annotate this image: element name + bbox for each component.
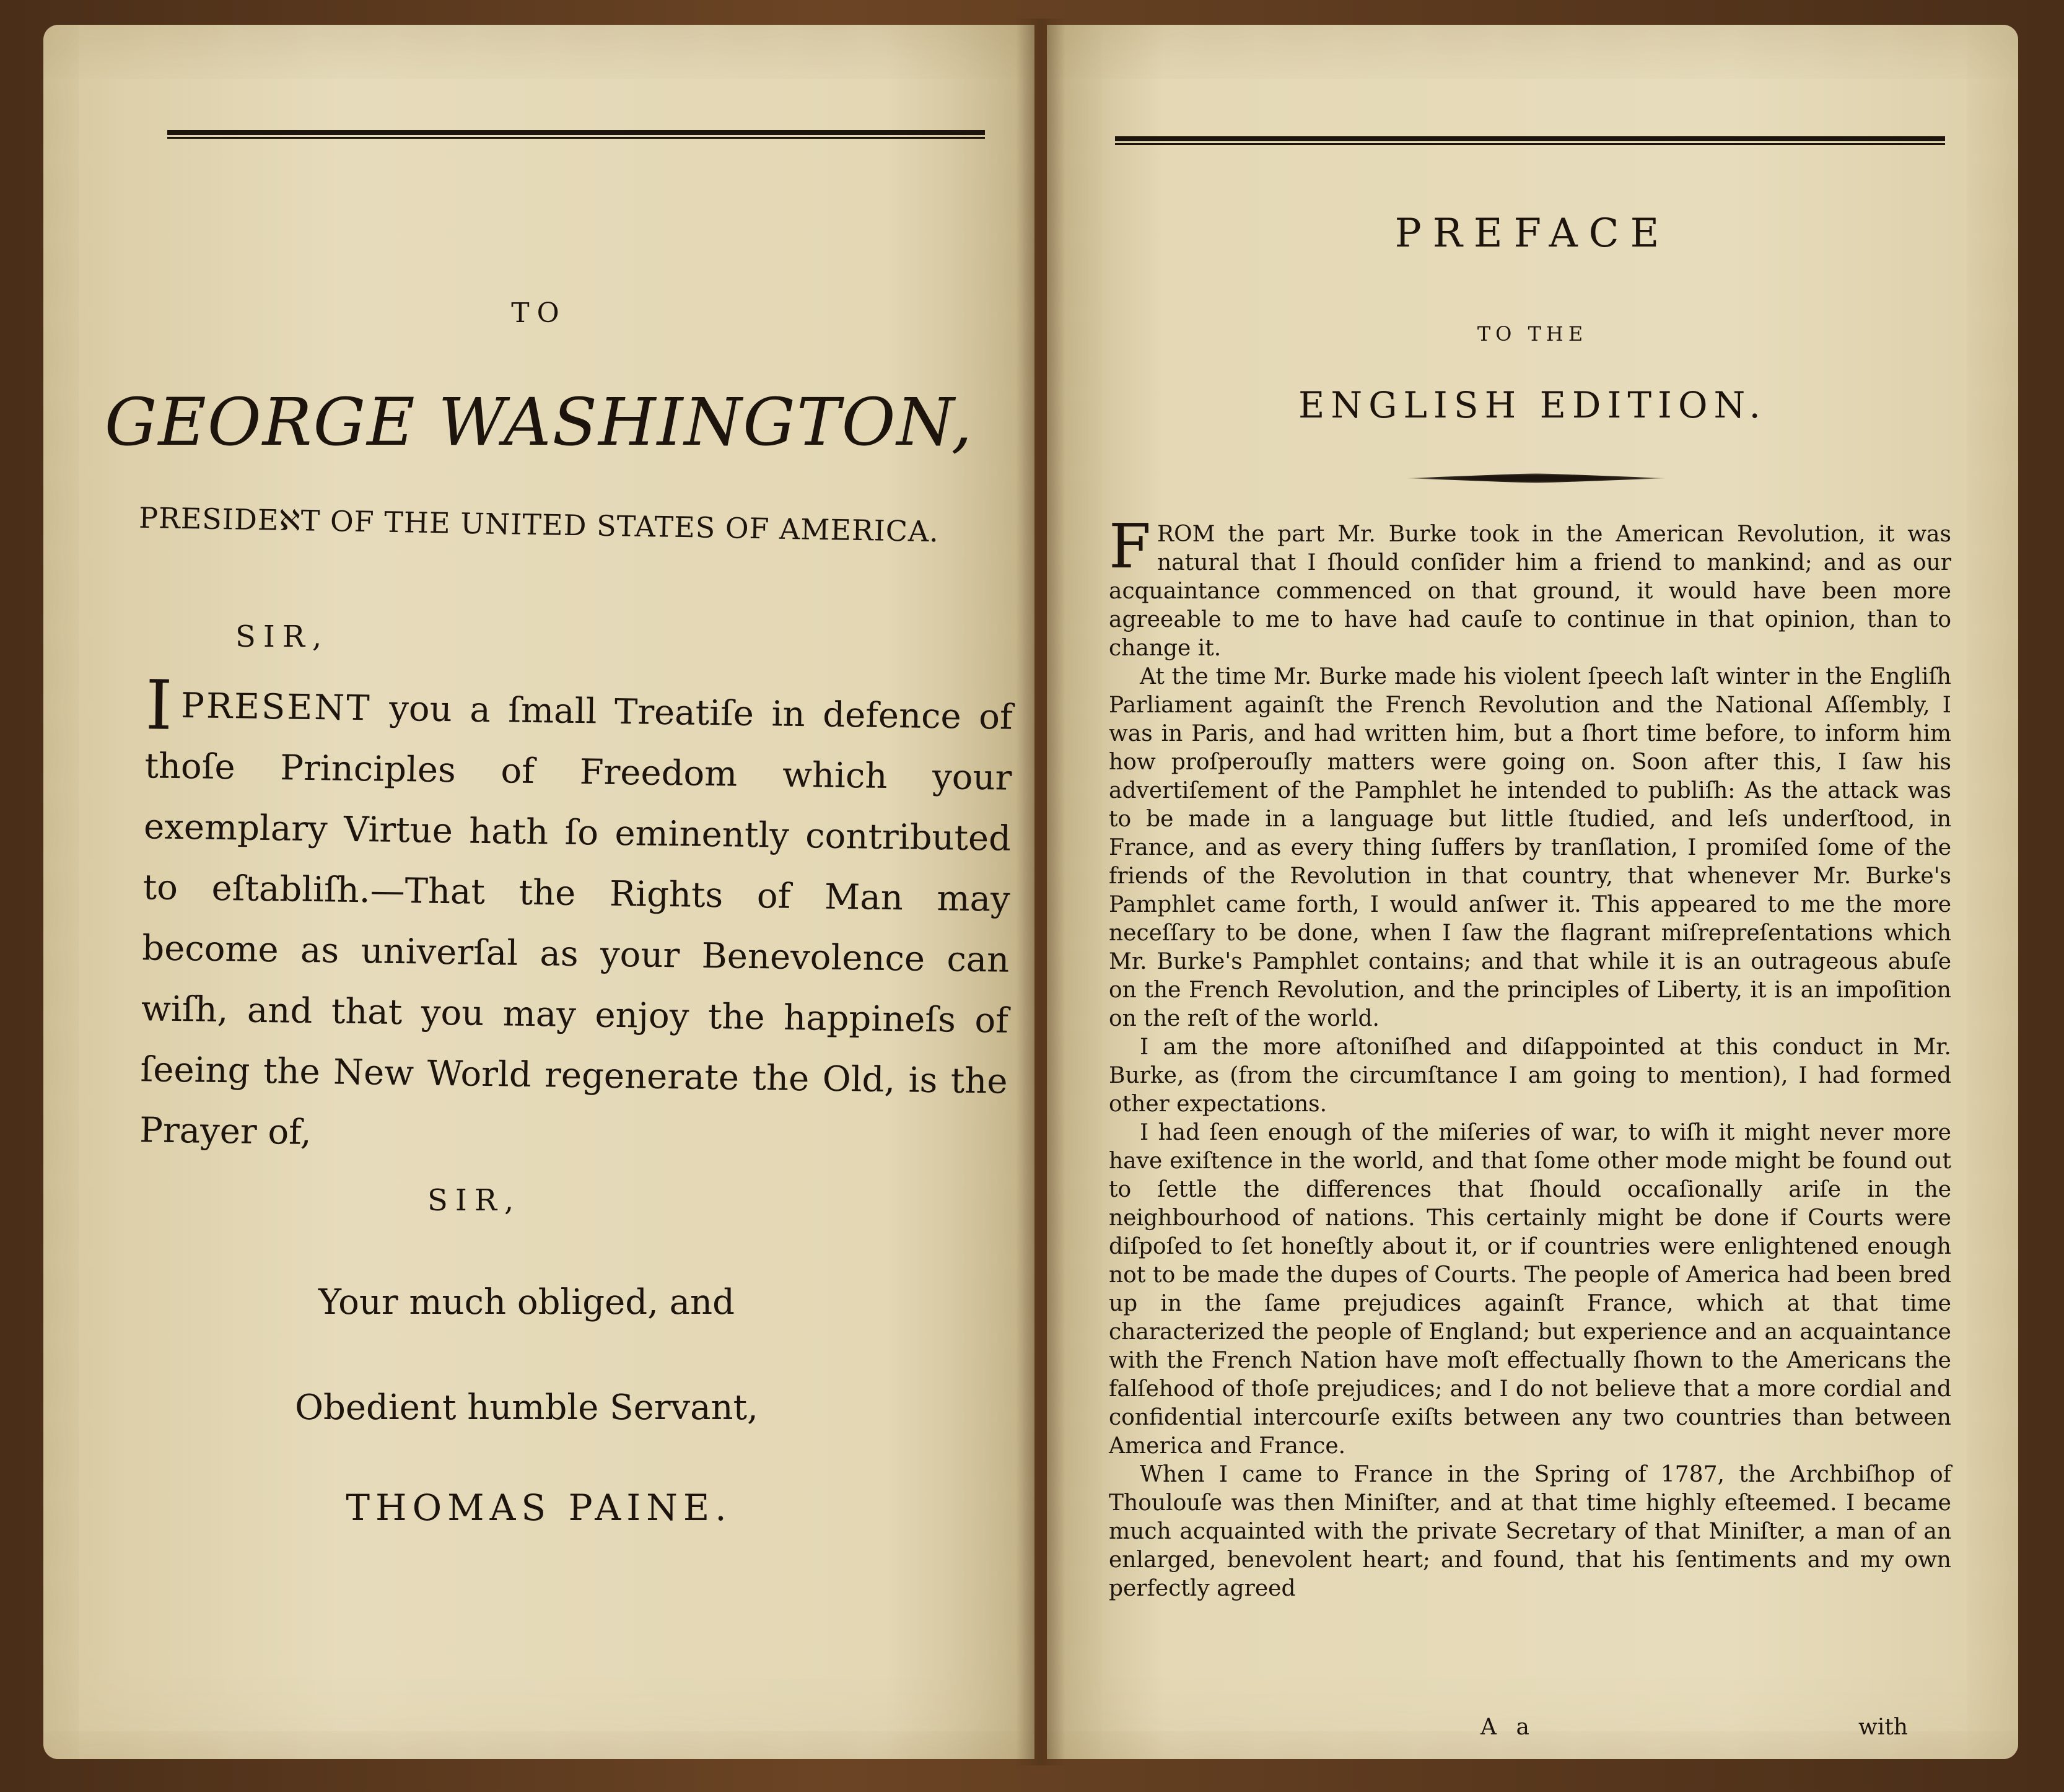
- preface-subtitle-small: TO THE: [1477, 322, 1588, 346]
- author-signature: THOMAS PAINE.: [346, 1487, 732, 1529]
- drop-cap: I: [144, 665, 173, 745]
- paragraph: [1109, 512, 1951, 663]
- body-small-caps: PRESENT: [180, 686, 372, 729]
- paragraph-text: ROM the part Mr. Burke took in the American Revolution, it was natural that I ſhould conſider him a friend to mankind; and as our acquaintance commenced on that ground, it would have been more agreeable to me to have had cauſe to continue in that opinion, than to change it.: [1109, 522, 1951, 661]
- top-rule: [1115, 136, 1945, 145]
- preface-title: PREFACE: [1394, 211, 1671, 256]
- body-text: you a ſmall Treatiſe in defence of thoſe Principles of Freedom which your exemplary Virtue hath ſo eminently contributed to eſtabliſh.—That the Rights of Man may become as univerſal as your Benevolence can wiſh, and that you may enjoy the happineſs of ſeeing the New World regenerate the Old, is the Prayer of,: [139, 688, 1013, 1153]
- preface-body: [1109, 512, 1951, 1603]
- closing-line-1: Your much obliged, and: [318, 1282, 735, 1322]
- ornamental-rule: [1406, 473, 1666, 483]
- closing-salutation: SIR,: [427, 1183, 522, 1218]
- paragraph: I am the more aſtoniſhed and diſappointed at this conduct in Mr. Burke, as (from the circumſtance I am going to mention), I had formed other expectations.: [1109, 1034, 1951, 1117]
- paragraph: When I came to France in the Spring of 1787, the Archbiſhop of Thoulouſe was then Miniſter, and at that time highly eſteemed. I became much acquainted with the private Secretary of that Miniſter, a man of an enlarged, benevolent heart; and found, that his ſentiments and my own perfectly agreed: [1109, 1462, 1951, 1601]
- to-label: TO: [511, 297, 567, 329]
- preface-subtitle: ENGLISH EDITION.: [1298, 384, 1767, 426]
- preface-page: [1047, 25, 2018, 1759]
- dedicatee-name: GEORGE WASHINGTON,: [104, 384, 974, 460]
- signature-mark: A a: [1480, 1715, 1536, 1740]
- dedicatee-title: PRESIDEℵT OF THE UNITED STATES OF AMERICA.: [138, 500, 940, 549]
- top-rule: [167, 130, 985, 139]
- paragraph: At the time Mr. Burke made his violent ſpeech laſt winter in the Engliſh Parliament againſt the French Revolution and the National Aſſembly, I was in Paris, and had written him, but a ſhort time before, to inform him how proſperouſly matters were going on. Soon after this, I ſaw his advertiſement of the Pamphlet he intended to publiſh: As the attack was to be made in a language but little ſtudied, and leſs underſtood, in France, and as every thing ſuffers by tranſlation, I promiſed ſome of the friends of the Revolution in that country, that whenever Mr. Burke's Pamphlet came forth, I would anſwer it. This appeared to me the more neceſſary to be done, when I ſaw the flagrant miſrepreſentations which Mr. Burke's Pamphlet contains; and that while it is an outrageous abuſe on the French Revolution, and the principles of Liberty, it is an impoſition on the reſt of the world.: [1109, 664, 1951, 1031]
- drop-cap: F: [1109, 512, 1151, 582]
- closing-line-2: Obedient humble Servant,: [295, 1388, 758, 1428]
- salutation: SIR,: [235, 619, 330, 654]
- dedication-body: [139, 665, 1013, 1173]
- catchword: with: [1858, 1715, 1908, 1740]
- paragraph: I had ſeen enough of the miſeries of war, to wiſh it might never more have exiſtence in the world, and that ſome other mode might be found out to ſettle the differences that ſhould occaſionally ariſe in the neighbourhood of nations. This certainly might be done if Courts were diſpoſed to ſet honeſtly about it, or if countries were enlightened enough not to be made the dupes of Courts. The people of America had been bred up in the ſame prejudices againſt France, which at that time characterized the people of England; but experience and an acquaintance with the French Nation have moſt effectually ſhown to the Americans the falſehood of thoſe prejudices; and I do not believe that a more cordial and confidential intercourſe exiſts between any two countries than between America and France.: [1109, 1120, 1951, 1459]
- dedication-page: [43, 25, 1034, 1759]
